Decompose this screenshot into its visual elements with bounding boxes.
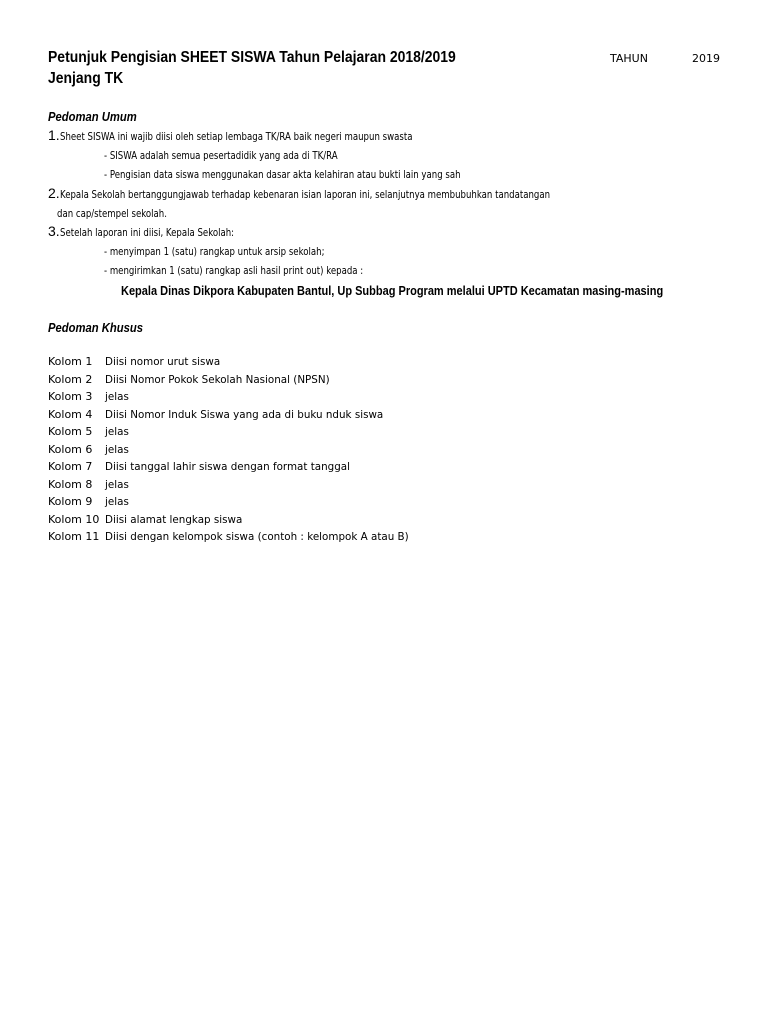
kolom-description: jelas — [105, 425, 129, 438]
kolom-label: Kolom 9 — [48, 495, 93, 508]
kolom-description: Diisi Nomor Pokok Sekolah Nasional (NPSN) — [105, 373, 330, 386]
item-1-sub-2: - Pengisian data siswa menggunakan dasar akta kelahiran atau bukti lain yang sah — [104, 168, 461, 181]
kolom-label: Kolom 8 — [48, 478, 93, 491]
kolom-label: Kolom 4 — [48, 408, 93, 421]
item-number-3: 3. — [48, 223, 60, 239]
document-subtitle: Jenjang TK — [48, 70, 124, 87]
kolom-description: Diisi Nomor Induk Siswa yang ada di buku nduk siswa — [105, 408, 384, 421]
item-number-1: 1. — [48, 127, 60, 143]
item-2-continuation: dan cap/stempel sekolah. — [57, 207, 167, 220]
tahun-label: TAHUN — [610, 52, 648, 65]
item-3-sub-2: - mengirimkan 1 (satu) rangkap asli hasil print out) kepada : — [104, 264, 364, 277]
document-title: Petunjuk Pengisian SHEET SISWA Tahun Pelajaran 2018/2019 — [48, 49, 456, 66]
recipient-line: Kepala Dinas Dikpora Kabupaten Bantul, Up Subbag Program melalui UPTD Kecamatan masing-masing — [121, 284, 664, 298]
item-number-2: 2. — [48, 185, 60, 201]
item-text-1: Sheet SISWA ini wajib diisi oleh setiap lembaga TK/RA baik negeri maupun swasta — [60, 130, 413, 143]
kolom-description: Diisi alamat lengkap siswa — [105, 513, 243, 526]
kolom-label: Kolom 6 — [48, 443, 93, 456]
kolom-label: Kolom 2 — [48, 373, 93, 386]
kolom-label: Kolom 10 — [48, 513, 100, 526]
tahun-value: 2019 — [692, 52, 720, 65]
kolom-description: jelas — [105, 390, 129, 403]
item-text-3: Setelah laporan ini diisi, Kepala Sekolah: — [60, 226, 235, 239]
kolom-description: jelas — [105, 443, 129, 456]
item-1-sub-1: - SISWA adalah semua pesertadidik yang ada di TK/RA — [104, 149, 338, 162]
kolom-description: jelas — [105, 478, 129, 491]
kolom-label: Kolom 1 — [48, 355, 93, 368]
kolom-label: Kolom 7 — [48, 460, 93, 473]
pedoman-umum-heading: Pedoman Umum — [48, 110, 137, 124]
kolom-description: Diisi tanggal lahir siswa dengan format tanggal — [105, 460, 351, 473]
kolom-label: Kolom 11 — [48, 530, 100, 543]
kolom-label: Kolom 3 — [48, 390, 93, 403]
pedoman-khusus-heading: Pedoman Khusus — [48, 321, 144, 335]
item-text-2: Kepala Sekolah bertanggungjawab terhadap kebenaran isian laporan ini, selanjutnya membubuhkan tandatangan — [60, 188, 551, 201]
item-3-sub-1: - menyimpan 1 (satu) rangkap untuk arsip sekolah; — [104, 245, 325, 258]
kolom-description: Diisi dengan kelompok siswa (contoh : kelompok A atau B) — [105, 530, 409, 543]
kolom-description: jelas — [105, 495, 129, 508]
kolom-description: Diisi nomor urut siswa — [105, 355, 221, 368]
kolom-label: Kolom 5 — [48, 425, 93, 438]
